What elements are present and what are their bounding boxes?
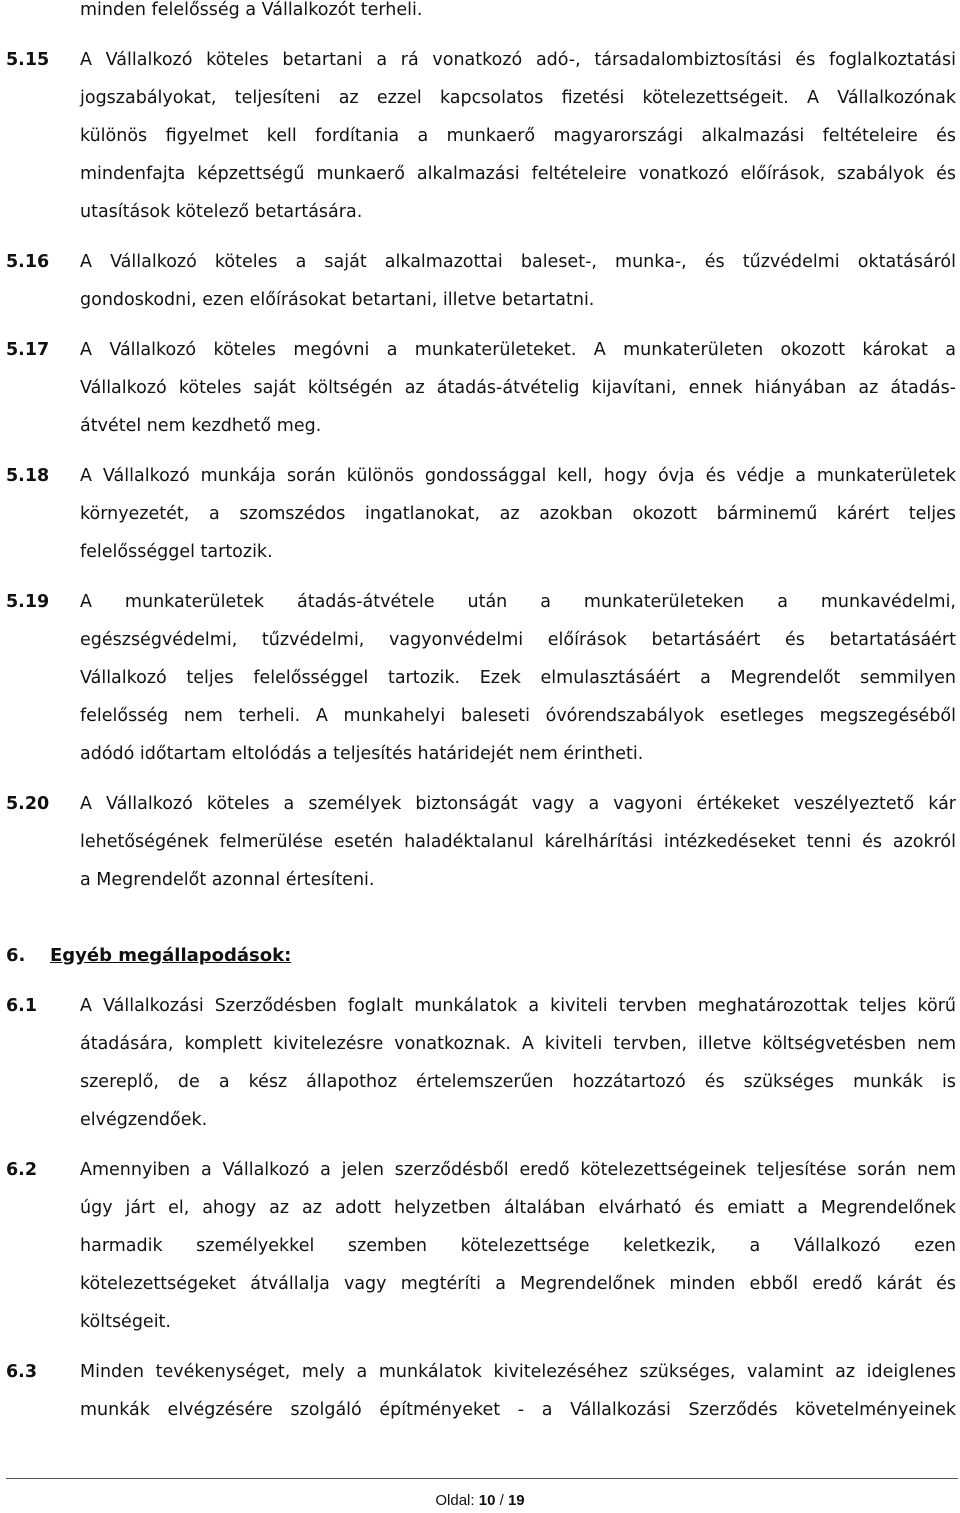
clause-line: jogszabályokat, teljesíteni az ezzel kapcsolatos fizetési kötelezettségeit. A Vállalkozónak bbox=[80, 88, 956, 108]
clause-line: különös figyelmet kell fordítania a munkaerő magyarországi alkalmazási feltételeire és bbox=[80, 126, 956, 146]
clause-number: 5.18 bbox=[6, 466, 50, 486]
clause-line: A Vállalkozási Szerződésben foglalt munkálatok a kiviteli tervben meghatározottak teljes körű bbox=[80, 996, 956, 1016]
clause-line: szereplő, de a kész állapothoz értelemszerűen hozzátartozó és szükséges munkák is bbox=[80, 1072, 956, 1092]
clause-line: mindenfajta képzettségű munkaerő alkalmazási feltételeire vonatkozó előírások, szabályok és bbox=[80, 164, 956, 184]
clause-line: környezetét, a szomszédos ingatlanokat, az azokban okozott bárminemű kárért teljes bbox=[80, 504, 956, 524]
clause-line: A Vállalkozó köteles megóvni a munkaterületeket. A munkaterületen okozott károkat a bbox=[80, 340, 956, 360]
clause-number: 5.17 bbox=[6, 340, 50, 360]
clause-number: 6.1 bbox=[6, 996, 38, 1016]
section-heading bbox=[6, 944, 291, 968]
clause-line: egészségvédelmi, tűzvédelmi, vagyonvédelmi előírások betartásáért és betartatásáért bbox=[80, 630, 956, 650]
section-heading-title: Egyéb megállapodások: bbox=[50, 945, 292, 966]
clause-line: A Vállalkozó köteles betartani a rá vonatkozó adó-, társadalombiztosítási és foglalkoztatási bbox=[80, 50, 956, 70]
page-footer bbox=[0, 1492, 960, 1510]
clause-line: felelősséggel tartozik. bbox=[80, 542, 273, 562]
clause-line: kötelezettségeket átvállalja vagy megtéríti a Megrendelőnek minden ebből eredő kárát és bbox=[80, 1274, 956, 1294]
footer-divider bbox=[6, 1478, 958, 1479]
clause-line: A munkaterületek átadás-átvétele után a munkaterületeken a munkavédelmi, bbox=[80, 592, 956, 612]
clause-line: Minden tevékenységet, mely a munkálatok kivitelezéséhez szükséges, valamint az ideiglenes bbox=[80, 1362, 956, 1382]
clause-number: 6.2 bbox=[6, 1160, 38, 1180]
clause-line: adódó időtartam eltolódás a teljesítés határidejét nem érintheti. bbox=[80, 744, 644, 764]
clause-line: harmadik személyekkel szemben kötelezettsége keletkezik, a Vállalkozó ezen bbox=[80, 1236, 956, 1256]
footer-current-page: 10 bbox=[478, 1492, 496, 1509]
footer-label: Oldal: bbox=[435, 1492, 475, 1509]
clause-line: felelősség nem terheli. A munkahelyi baleseti óvórendszabályok esetleges megszegéséből bbox=[80, 706, 956, 726]
clause-line: elvégzendőek. bbox=[80, 1110, 208, 1130]
clause-line: költségeit. bbox=[80, 1312, 171, 1332]
clause-line: Amennyiben a Vállalkozó a jelen szerződésből eredő kötelezettségeinek teljesítése során nem bbox=[80, 1160, 956, 1180]
clause-number: 5.15 bbox=[6, 50, 50, 70]
clause-line: A Vállalkozó köteles a személyek biztonságát vagy a vagyoni értékeket veszélyeztető kár bbox=[80, 794, 956, 814]
clause-line: utasítások kötelező betartására. bbox=[80, 202, 363, 222]
clause-line: Vállalkozó köteles saját költségén az átadás-átvételig kijavítani, ennek hiányában az átadás- bbox=[80, 378, 956, 398]
clause-number: 5.16 bbox=[6, 252, 50, 272]
clause-line: A Vállalkozó köteles a saját alkalmazottai baleset-, munka-, és tűzvédelmi oktatásáról bbox=[80, 252, 956, 272]
clause-line: gondoskodni, ezen előírásokat betartani, illetve betartatni. bbox=[80, 290, 595, 310]
clause-line: lehetőségének felmerülése esetén haladéktalanul kárelhárítási intézkedéseket tenni és azokról bbox=[80, 832, 956, 852]
clause-line: átvétel nem kezdhető meg. bbox=[80, 416, 322, 436]
footer-separator: / bbox=[499, 1492, 504, 1509]
clause-line: átadására, komplett kivitelezésre vonatkoznak. A kiviteli tervben, illetve költségvetésben nem bbox=[80, 1034, 956, 1054]
section-heading-number: 6. bbox=[6, 945, 26, 966]
clause-line: A Vállalkozó munkája során különös gondossággal kell, hogy óvja és védje a munkaterületek bbox=[80, 466, 956, 486]
clause-line: a Megrendelőt azonnal értesíteni. bbox=[80, 870, 375, 890]
continuation-line: minden felelősség a Vállalkozót terheli. bbox=[80, 0, 423, 20]
clause-line: Vállalkozó teljes felelősséggel tartozik. Ezek elmulasztásáért a Megrendelőt semmilyen bbox=[80, 668, 956, 688]
clause-number: 5.20 bbox=[6, 794, 50, 814]
clause-line: munkák elvégzésére szolgáló építményeket - a Vállalkozási Szerződés követelményeinek bbox=[80, 1400, 956, 1420]
clause-number: 5.19 bbox=[6, 592, 50, 612]
footer-total-pages: 19 bbox=[507, 1492, 525, 1509]
clause-line: úgy járt el, ahogy az az adott helyzetben általában elvárható és emiatt a Megrendelőnek bbox=[80, 1198, 956, 1218]
clause-number: 6.3 bbox=[6, 1362, 38, 1382]
